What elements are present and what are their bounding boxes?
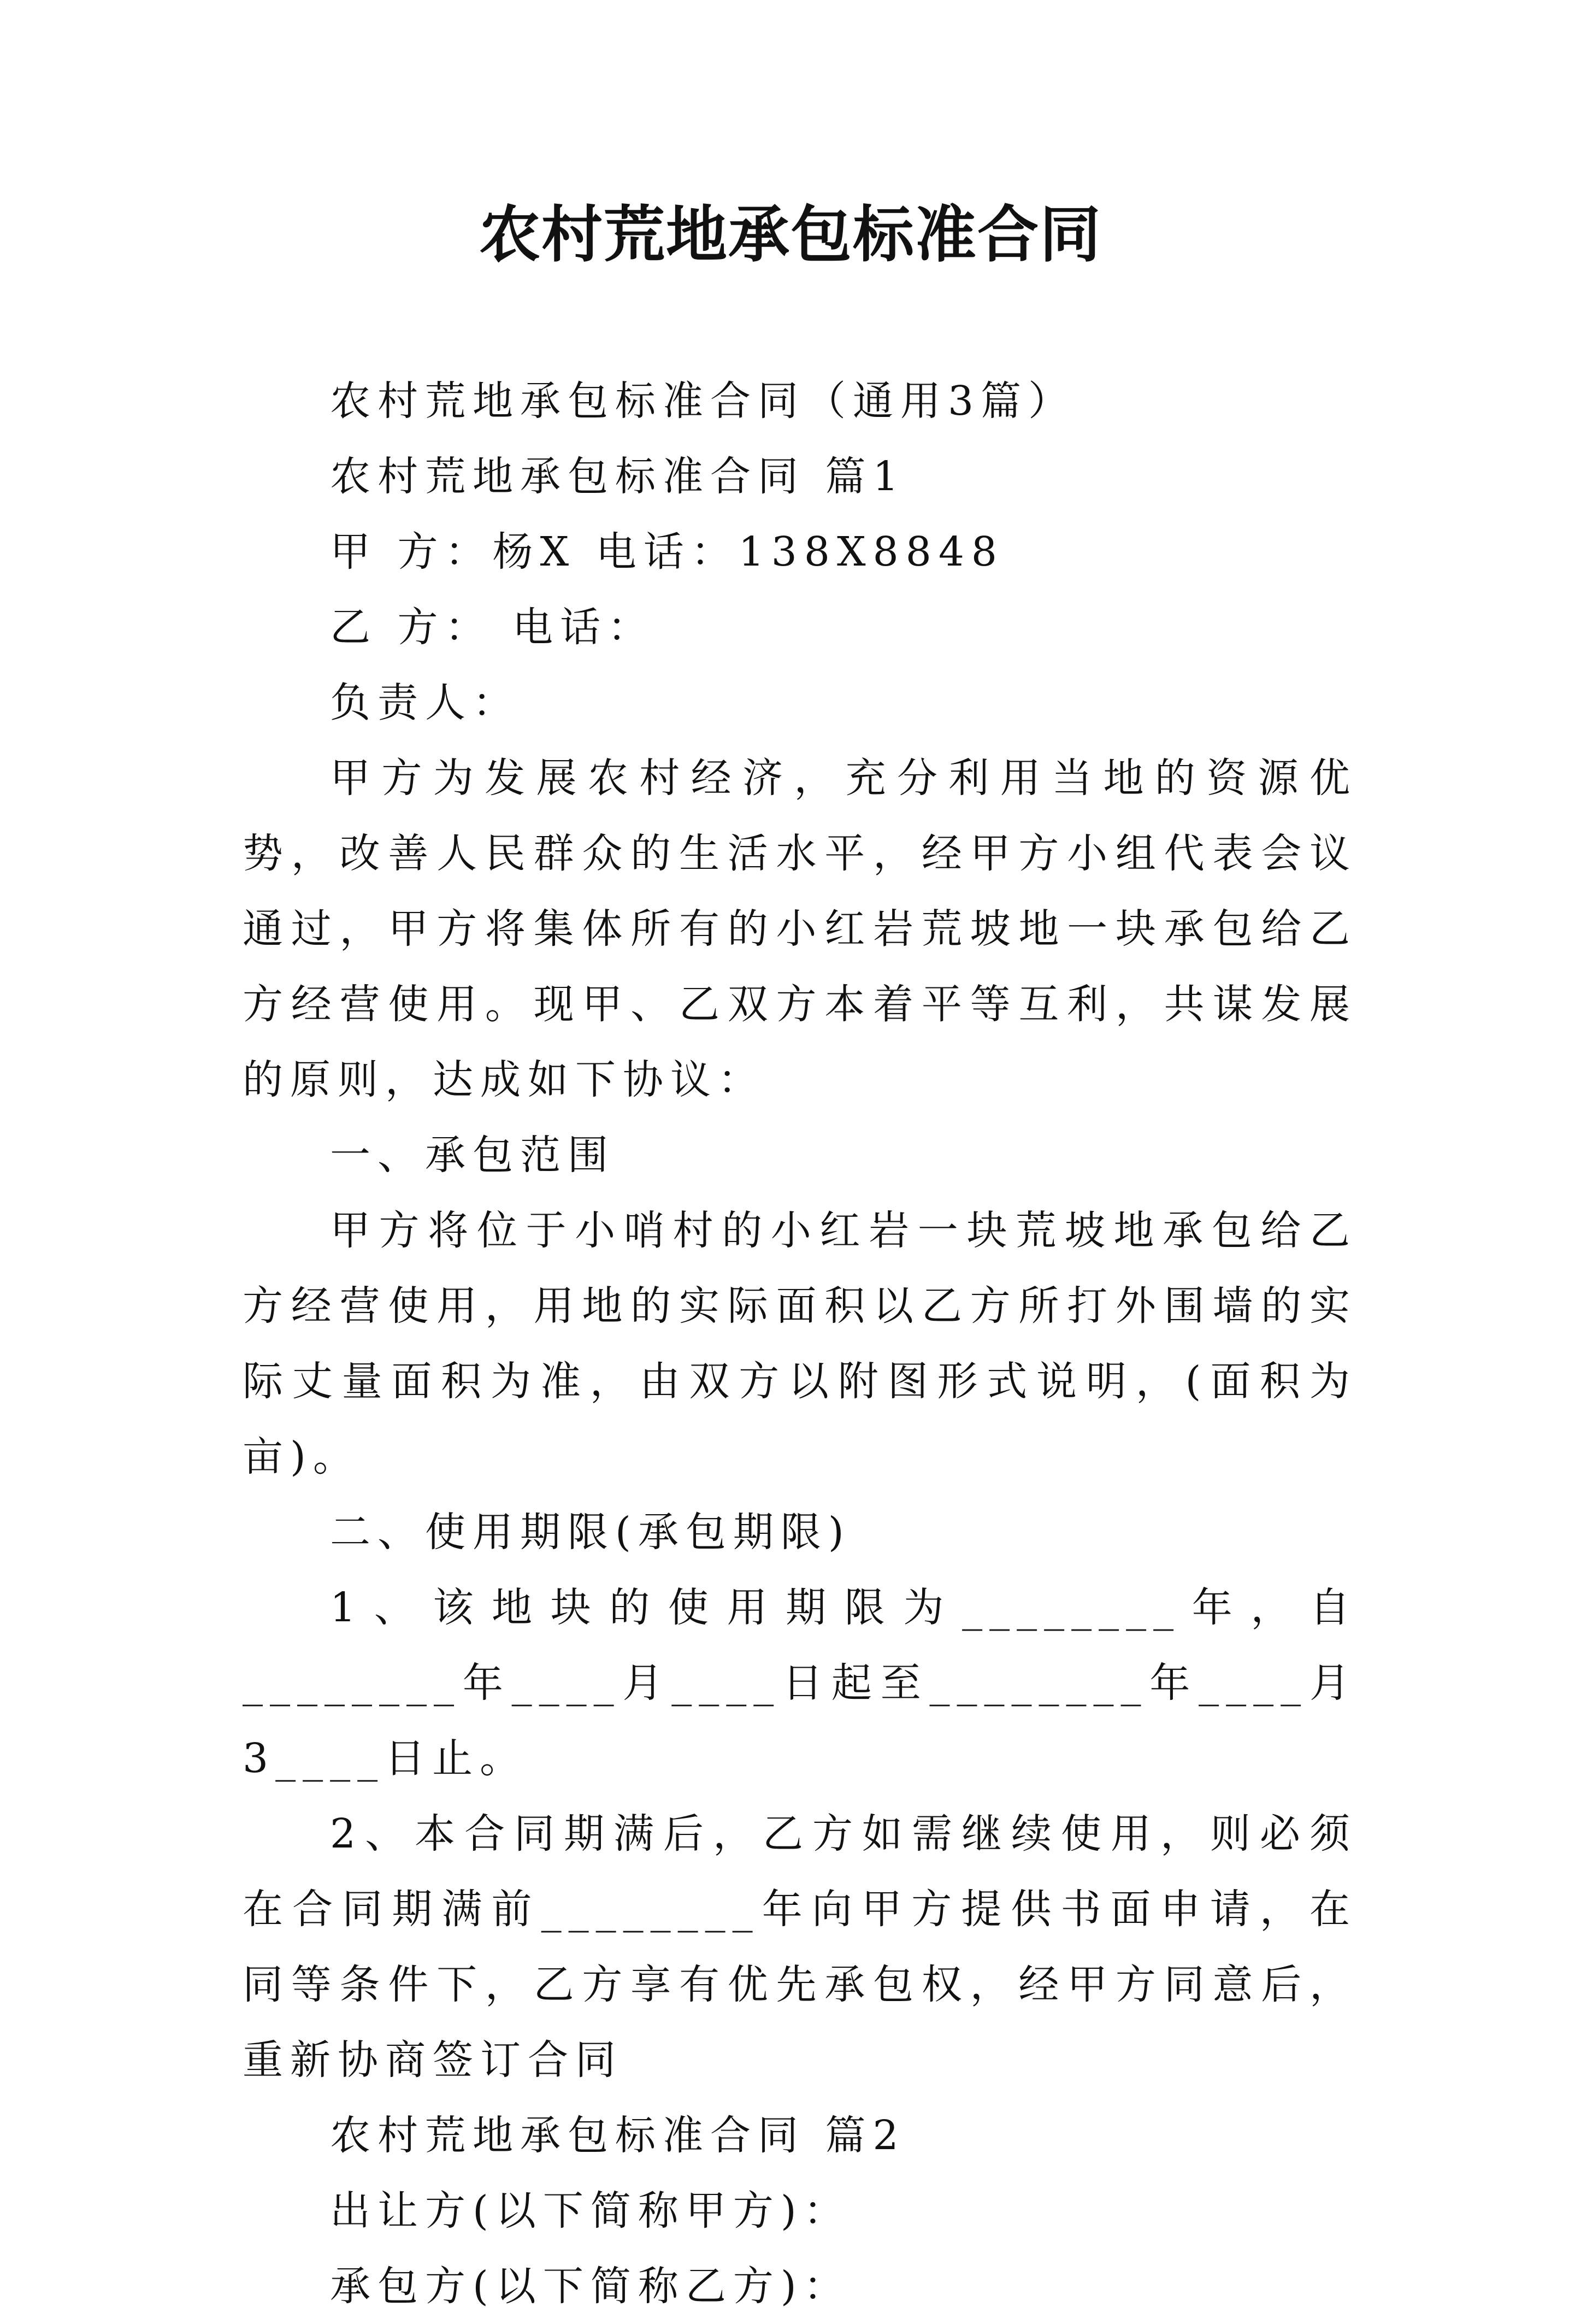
paragraph-party-a: 甲 方：杨X 电话：138X8848: [330, 528, 1004, 575]
paragraph-subtitle: 农村荒地承包标准合同（通用3篇）: [330, 378, 1076, 425]
document-title: 农村荒地承包标准合同: [479, 199, 1102, 270]
document-body: [243, 363, 1377, 2324]
paragraph-party-b: 乙 方： 电话：: [330, 604, 656, 651]
paragraph-transferor: 出让方(以下简称甲方)：: [330, 2187, 851, 2234]
paragraph-person-in-charge: 负责人：: [330, 679, 520, 726]
paragraph-part1-heading: 农村荒地承包标准合同 篇1: [330, 453, 906, 500]
paragraph-clause-2: 2、本合同期满后，乙方如需继续使用，则必须在合同期满前________年向甲方提供书面申请，在同等条件下，乙方享有优先承包权，经甲方同意后，重新协商签订合同: [243, 1810, 1357, 2084]
paragraph-part2-heading: 农村荒地承包标准合同 篇2: [330, 2112, 906, 2159]
paragraph-section2-heading: 二、使用期限(承包期限): [330, 1509, 851, 1556]
paragraph-section1-heading: 一、承包范围: [330, 1132, 615, 1179]
paragraph-clause-1: 1、该地块的使用期限为________年，自________年____月____日起至________年____月3____日止。: [243, 1584, 1357, 1782]
paragraph-contractor: 承包方(以下简称乙方)：: [330, 2263, 851, 2310]
paragraph-section1-body: 甲方将位于小哨村的小红岩一块荒坡地承包给乙方经营使用，用地的实际面积以乙方所打外围墙的实际丈量面积为准，由双方以附图形式说明，(面积为 亩)。: [243, 1207, 1377, 1480]
paragraph-preamble: 甲方为发展农村经济，充分利用当地的资源优势，改善人民群众的生活水平，经甲方小组代表会议通过，甲方将集体所有的小红岩荒坡地一块承包给乙方经营使用。现甲、乙双方本着平等互利，共谋发展的原则，达成如下协议：: [243, 755, 1357, 1103]
